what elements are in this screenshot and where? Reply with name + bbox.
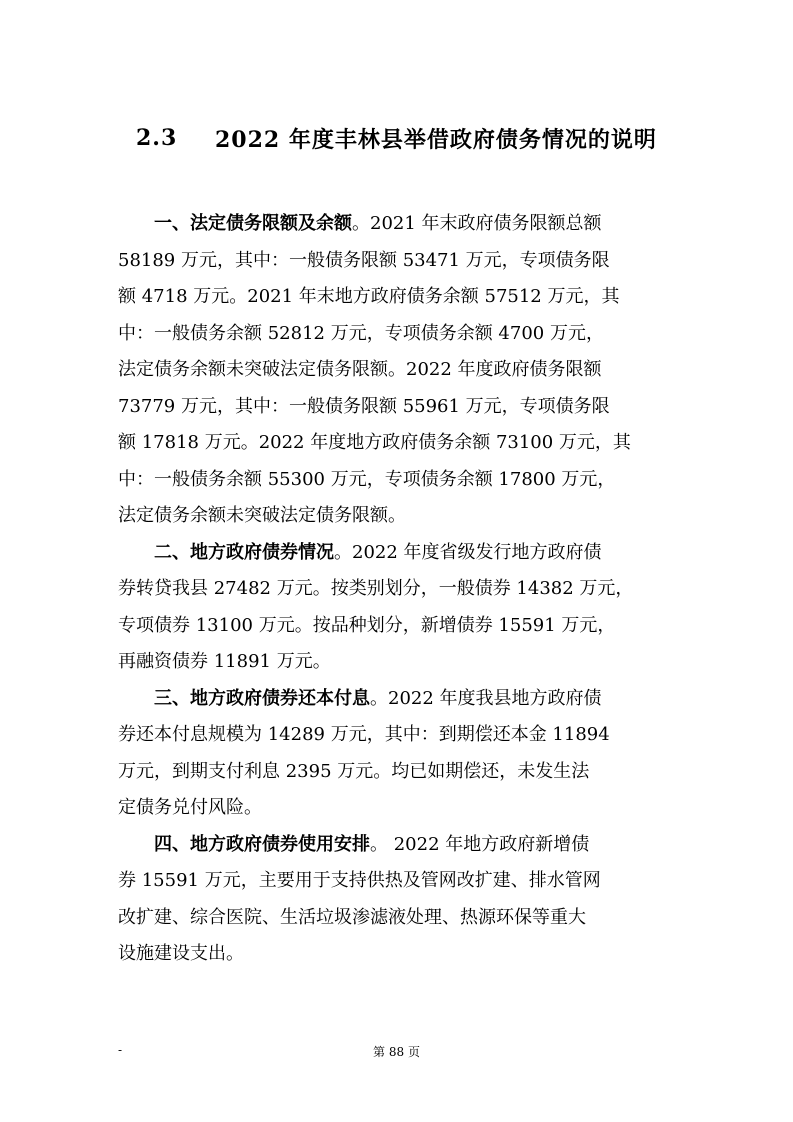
paragraph-line (118, 206, 678, 243)
paragraph-text: 。2022 年度省级发行地方政府债 (334, 541, 602, 563)
paragraph-lead: 四、地方政府债券使用安排 (154, 833, 370, 855)
paragraph-lead: 一、法定债务限额及余额 (154, 213, 352, 234)
paragraph-line: 73779 万元，其中：一般债务限额 55961 万元，专项债务限 (118, 395, 610, 417)
paragraph-bond-usage (118, 827, 678, 973)
paragraph-line: 法定债务余额未突破法定债务限额。 (118, 505, 406, 526)
paragraph-debt-limit (118, 206, 678, 535)
paragraph-lead: 三、地方政府债券还本付息 (154, 687, 370, 709)
paragraph-line: 万元，到期支付利息 2395 万元。均已如期偿还，未发生法 (118, 760, 590, 782)
paragraph-line: 券 15591 万元，主要用于支持供热及管网改扩建、排水管网 (118, 870, 601, 891)
paragraph-line: 专项债券 13100 万元。按品种划分，新增债券 15591 万元， (118, 614, 616, 636)
paragraph-text: 。2022 年度我县地方政府债 (370, 687, 602, 709)
paragraph-repayment (118, 681, 678, 827)
paragraph-line: 券转贷我县 27482 万元。按类别划分，一般债券 14382 万元， (118, 578, 634, 599)
document-body (118, 206, 678, 973)
paragraph-lead: 二、地方政府债券情况 (154, 541, 334, 563)
paragraph-line: 58189 万元，其中：一般债务限额 53471 万元，专项债务限 (118, 249, 610, 271)
paragraph-line: 额 17818 万元。2022 年度地方政府债务余额 73100 万元，其 (118, 432, 631, 453)
paragraph-line: 定债务兑付风险。 (118, 797, 262, 818)
section-title: 2022 年度丰林县举借政府债务情况的说明 (215, 126, 657, 153)
page-number: 第 88 页 (373, 1045, 420, 1059)
paragraph-line: 中：一般债务余额 55300 万元，专项债务余额 17800 万元， (118, 468, 616, 490)
paragraph-line: 法定债务余额未突破法定债务限额。2022 年度政府债务限额 (118, 359, 602, 380)
page-footer (0, 1043, 793, 1059)
paragraph-line: 券还本付息规模为 14289 万元，其中：到期偿还本金 11894 (118, 724, 610, 745)
paragraph-line (118, 681, 678, 718)
paragraph-bond-status (118, 535, 678, 681)
paragraph-text: 。2021 年末政府债务限额总额 (352, 213, 602, 234)
paragraph-line (118, 535, 678, 572)
paragraph-line: 额 4718 万元。2021 年末地方政府债务余额 57512 万元，其 (118, 286, 620, 307)
section-number: 2.3 (136, 125, 178, 151)
paragraph-line: 改扩建、综合医院、生活垃圾渗滤液处理、热源环保等重大 (118, 906, 586, 928)
paragraph-line (118, 827, 678, 864)
paragraph-line: 设施建设支出。 (118, 943, 244, 964)
section-heading (136, 118, 657, 158)
paragraph-text: 。 2022 年地方政府新增债 (370, 833, 590, 855)
paragraph-line: 中：一般债务余额 52812 万元，专项债务余额 4700 万元， (118, 322, 604, 344)
footer-mark: - (118, 1043, 123, 1057)
paragraph-line: 再融资债券 11891 万元。 (118, 651, 331, 672)
